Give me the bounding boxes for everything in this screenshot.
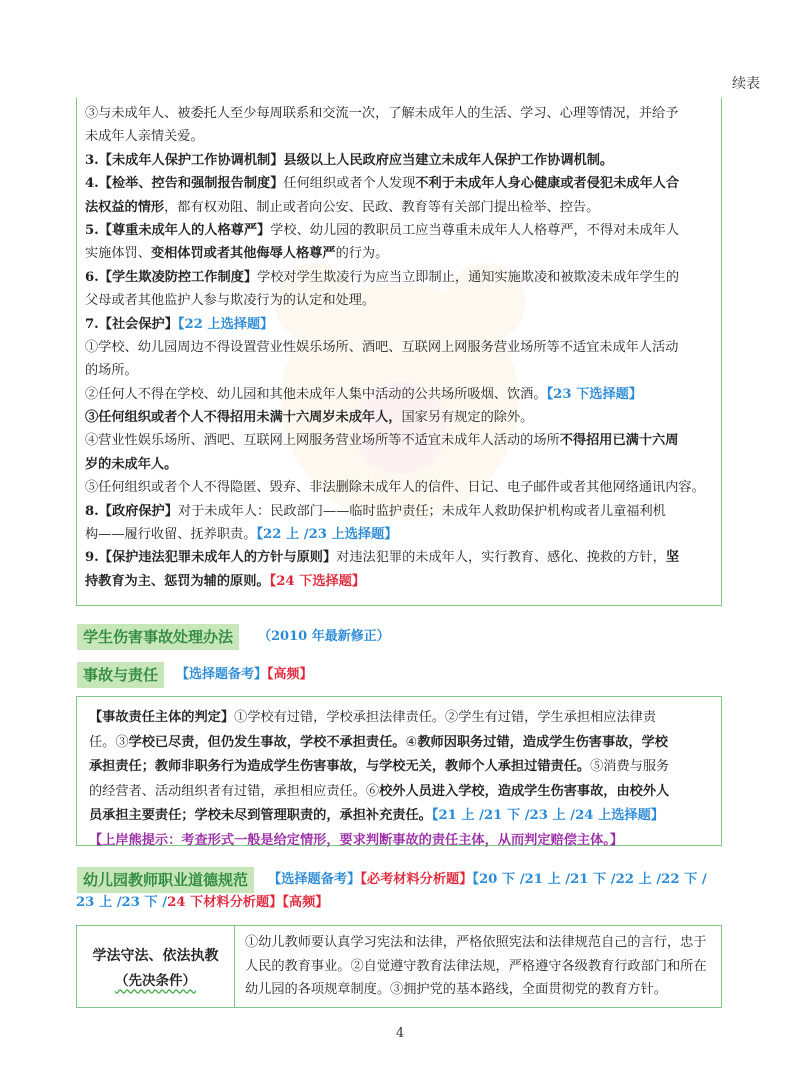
page-number: 4: [395, 1026, 405, 1041]
content-line: 持教育为主、惩罚为辅的原则。【24 下选择题】: [85, 573, 366, 589]
content-line: 实施体罚、变相体罚或者其他侮辱人格尊严的行为。: [85, 246, 389, 262]
table-cell-line: ①幼儿教师要认真学习宪法和法律，严格依照宪法和法律规范自己的言行，忠于: [245, 935, 707, 950]
table-row-content: [235, 926, 721, 1007]
content-line: ③与未成年人、被委托人至少每周联系和交流一次，了解未成年人的生活、学习、心理等情况，并给予: [85, 106, 679, 121]
content-line: 员承担主要责任；学校未尽到管理职责的，承担补充责任。【21 上 /21 下 /23 上 /24 上选择题】: [89, 808, 664, 823]
content-line: ①学校、幼儿园周边不得设置营业性娱乐场所、酒吧、互联网上网服务营业场所等不适宜未成年人活动: [85, 339, 679, 355]
tag-line: 【选择题备考】【必考材料分析题】【20 下 /21 上 /21 下 /22 上 /22 下 /: [268, 872, 707, 887]
section-tags-accident: 【选择题备考】【高频】: [176, 667, 313, 682]
tag-line: 23 上 /23 下 /24 下材料分析题】【高频】: [76, 895, 329, 910]
table-row-header: 学法守法、依法执教 （先决条件）: [77, 926, 235, 1007]
content-line: 未成年人亲情关爱。: [85, 129, 204, 145]
content-line: 构——履行收留、抚养职责。【22 上 /23 上选择题】: [85, 527, 398, 543]
content-line: 6.【学生欺凌防控工作制度】学校对学生欺凌行为应当立即制止，通知实施欺凌和被欺凌未成年学生的: [85, 269, 680, 285]
accident-responsibility-box: [76, 696, 722, 846]
content-line: ⑤任何组织或者个人不得隐匿、毁弃、非法删除未成年人的信件、日记、电子邮件或者其他网络通讯内容。: [85, 480, 705, 496]
content-line: 的场所。: [85, 363, 138, 379]
section-title-accident: 事故与责任: [77, 662, 164, 688]
table-cell-line: 幼儿园的各项规章制度。③拥护党的基本路线，全面贯彻党的教育方针。: [245, 982, 667, 997]
law-content-box: [76, 98, 722, 606]
content-line: 法权益的情形，都有权劝阻、制止或者向公安、民政、教育等有关部门提出检举、控告。: [85, 199, 600, 215]
table-cell-line: 人民的教育事业。②自觉遵守教育法律法规，严格遵守各级教育行政部门和所在: [245, 958, 707, 974]
content-line: 的经营者、活动组织者有过错，承担相应责任。⑥校外人员进入学校，造成学生伤害事故，由校外人: [89, 783, 670, 799]
content-line: 任。③学校已尽责，但仍发生事故，学校不承担责任。④教师因职务过错，造成学生伤害事故，学校: [89, 734, 668, 750]
section-title-student-injury: 学生伤害事故处理办法: [77, 624, 239, 650]
content-line: ③任何组织或者个人不得招用未满十六周岁未成年人，国家另有规定的除外。: [85, 410, 534, 426]
content-line: 7.【社会保护】【22 上选择题】: [85, 316, 274, 332]
content-line: 承担责任；教师非职务行为造成学生伤害事故，与学校无关，教师个人承担过错责任。⑤消费与服务: [89, 759, 670, 774]
content-line: 【事故责任主体的判定】①学校有过错，学校承担法律责任。②学生有过错，学生承担相应法律责: [89, 710, 657, 725]
section-title-teacher-ethics: 幼儿园教师职业道德规范: [77, 867, 254, 893]
content-line: 4.【检举、控告和强制报告制度】任何组织或者个人发现不利于未成年人身心健康或者侵犯未成年人合: [85, 176, 680, 192]
content-line: 8.【政府保护】对于未成年人：民政部门——临时监护责任；未成年人救助保护机构或者儿童福利机: [85, 503, 666, 519]
content-line: 9.【保护违法犯罪未成年人的方针与原则】对违法犯罪的未成年人，实行教育、感化、挽救的方针，坚: [85, 550, 680, 566]
content-line: 岁的未成年人。: [85, 456, 178, 472]
content-line: 3.【未成年人保护工作协调机制】县级以上人民政府应当建立未成年人保护工作协调机制。: [85, 152, 614, 168]
section-note: （2010 年最新修正）: [258, 629, 390, 644]
continued-label: 续表: [732, 76, 760, 92]
ethics-table: [76, 925, 722, 1008]
section-tags-teacher-ethics: [76, 867, 736, 914]
content-line: 父母或者其他监护人参与欺凌行为的认定和处理。: [85, 293, 376, 309]
content-line: 5.【尊重未成年人的人格尊严】学校、幼儿园的教职员工应当尊重未成年人人格尊严，不得对未成年人: [85, 222, 680, 238]
content-line: 【上岸熊提示：考查形式一般是给定情形，要求判断事故的责任主体，从而判定赔偿主体。】: [89, 832, 624, 848]
content-line: ②任何人不得在学校、幼儿园和其他未成年人集中活动的公共场所吸烟、饮酒。【23 下选择题】: [85, 386, 643, 402]
content-line: ④营业性娱乐场所、酒吧、互联网上网服务营业场所等不适宜未成年人活动的场所不得招用已满十六周: [85, 433, 679, 449]
